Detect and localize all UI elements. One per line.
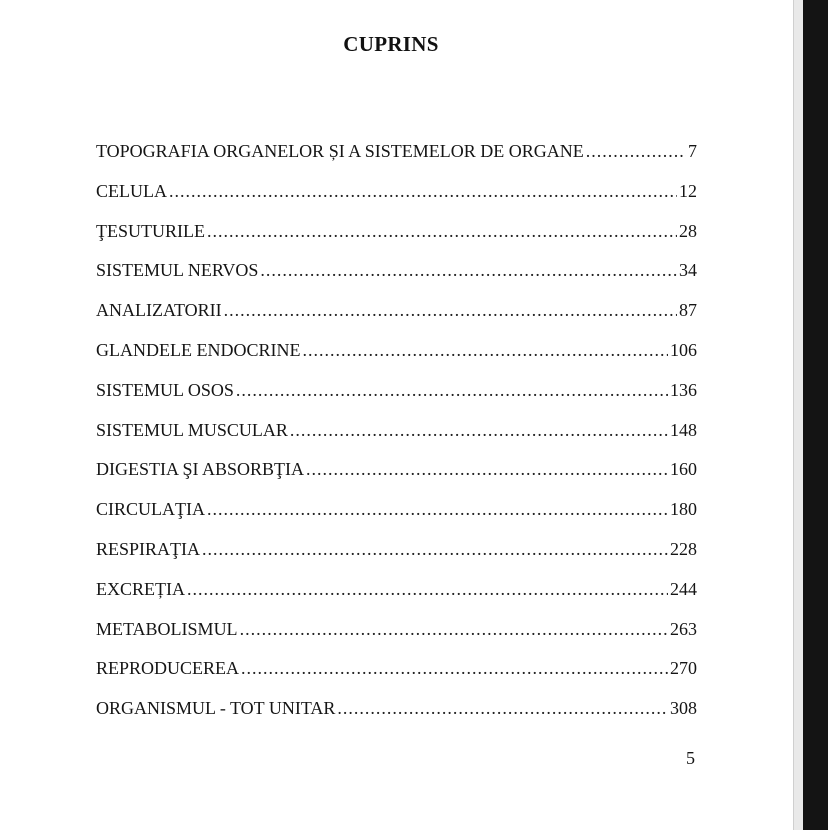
page-number: 5 [686,748,695,768]
toc-entry-page: 228 [670,538,697,559]
toc-entry-page: 180 [670,499,697,520]
toc-entry [96,340,697,380]
toc-entry-title: SISTEMUL OSOS [96,379,234,400]
toc-entry-page: 136 [670,379,697,400]
toc-entry-page: 12 [679,180,697,201]
toc-entry-title: ŢESUTURILE [96,220,205,241]
leader-dots [240,619,668,640]
toc-entry-title: DIGESTIA ŞI ABSORBŢIA [96,459,305,480]
toc-entry-title: GLANDELE ENDOCRINE [96,339,301,360]
toc-entry-page: 263 [670,618,697,639]
leader-dots [202,539,668,560]
toc-entry [96,539,697,579]
toc-entry-page: 244 [670,578,697,599]
toc-entry [96,141,697,181]
toc-entry-page: 87 [679,300,697,321]
leader-dots [241,658,668,679]
leader-dots [290,420,668,441]
toc-entry-title: EXCREȚIA [96,578,185,599]
toc-entry-title: CELULA [96,180,167,201]
toc-entry [96,459,697,499]
toc-entry [96,499,697,539]
leader-dots [169,181,677,202]
toc-entry-title: ANALIZATORII [96,300,222,321]
leader-dots [306,459,668,480]
toc-entry-title: SISTEMUL NERVOS [96,260,259,281]
toc-entry [96,420,697,460]
toc-entry-title: REPRODUCEREA [96,658,240,679]
leader-dots [207,221,677,242]
toc-entry [96,619,697,659]
leader-dots [187,579,668,600]
toc-entry-page: 7 [688,141,697,161]
toc-entry [96,698,697,738]
toc-entry-title: CIRCULAŢIA [96,499,205,520]
leader-dots [337,698,668,719]
toc-entry-title: METABOLISMUL [96,618,238,639]
toc-entry [96,221,697,261]
toc-entry-page: 308 [670,698,697,719]
page-title: CUPRINS [343,32,439,56]
toc-entry-title: TOPOGRAFIA ORGANELOR ȘI A SISTEMELOR DE ORGANE [96,141,584,161]
leader-dots [260,260,677,281]
toc-entry-title: SISTEMUL MUSCULAR [96,419,288,440]
toc-entry [96,658,697,698]
toc-entry [96,260,697,300]
toc-entry-page: 106 [670,339,697,360]
toc-entry-page: 270 [670,658,697,679]
toc-entry [96,181,697,221]
toc-entry-page: 160 [670,459,697,480]
leader-dots [224,300,677,321]
leader-dots [207,499,668,520]
leader-dots [586,141,686,162]
toc-entry-page: 148 [670,419,697,440]
toc-entry-page: 28 [679,220,697,241]
table-of-contents [96,141,697,738]
toc-entry [96,380,697,420]
toc-entry-title: RESPIRAŢIA [96,538,201,559]
toc-entry-page: 34 [679,260,697,281]
page-edge [793,0,803,830]
leader-dots [236,380,668,401]
leader-dots [302,340,668,361]
toc-entry-title: ORGANISMUL - TOT UNITAR [96,698,336,719]
toc-entry [96,300,697,340]
toc-entry [96,579,697,619]
